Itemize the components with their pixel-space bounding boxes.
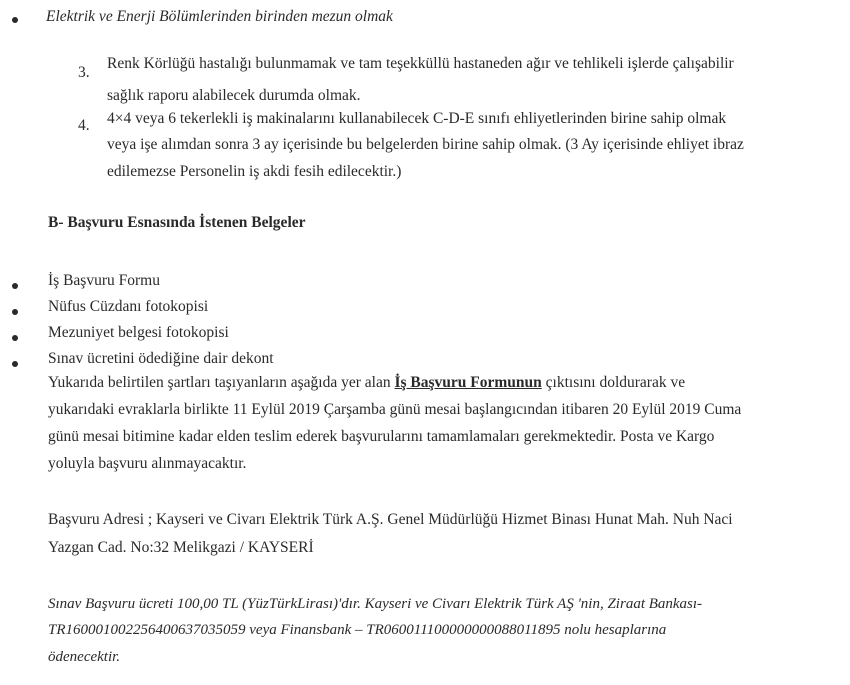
bullet-marker	[12, 309, 18, 315]
bullet-marker	[12, 361, 18, 367]
paragraph-line-1	[48, 374, 685, 392]
address-line-2: Yazgan Cad. No:32 Melikgazi / KAYSERİ	[48, 539, 314, 556]
fee-line-2: TR160001002256400637035059 veya Finansbank – TR060011100000000088011895 nolu hesaplarına	[48, 622, 667, 638]
address-line-1: Başvuru Adresi ; Kayseri ve Civarı Elektrik Türk A.Ş. Genel Müdürlüğü Hizmet Binası Hunat Mah. Nuh Naci	[48, 511, 733, 528]
bullet-marker	[12, 335, 18, 341]
requirement-3-line-1: Renk Körlüğü hastalığı bulunmamak ve tam teşekküllü hastaneden ağır ve tehlikeli işlerde çalışabilir	[107, 55, 734, 72]
list-number: 4.	[78, 117, 90, 134]
bullet-marker	[12, 283, 18, 289]
document-item: Sınav ücretini ödediğine dair dekont	[48, 350, 274, 367]
document-item: Mezuniyet belgesi fotokopisi	[48, 324, 229, 341]
list-number: 3.	[78, 64, 90, 81]
bullet-marker	[12, 17, 18, 23]
paragraph-text: çıktısını doldurarak ve	[541, 374, 686, 391]
section-heading: B- Başvuru Esnasında İstenen Belgeler	[48, 214, 306, 231]
requirement-3-line-2: sağlık raporu alabilecek durumda olmak.	[107, 87, 361, 104]
paragraph-line-2: yukarıdaki evraklarla birlikte 11 Eylül 2019 Çarşamba günü mesai başlangıcından itibaren 20 Eylül 2019 Cuma	[48, 401, 742, 418]
requirement-4-line-2: veya işe alımdan sonra 3 ay içerisinde bu belgelerden birine sahip olmak. (3 Ay içerisinde ehliyet ibraz	[107, 136, 744, 153]
fee-line-3: ödenecektir.	[48, 649, 121, 665]
requirement-4-line-1: 4×4 veya 6 tekerlekli iş makinalarını kullanabilecek C-D-E sınıfı ehliyetlerinden birine sahip olmak	[107, 110, 727, 127]
requirement-4-line-3: edilemezse Personelin iş akdi fesih edilecektir.)	[107, 163, 402, 180]
application-form-link[interactable]: İş Başvuru Formunun	[394, 374, 542, 391]
paragraph-line-3: günü mesai bitimine kadar elden teslim ederek başvurularını tamamlamaları gerekmektedir. Posta ve Kargo	[48, 428, 715, 445]
paragraph-text: Yukarıda belirtilen şartları taşıyanların aşağıda yer alan	[48, 374, 395, 391]
requirement-bullet-text: Elektrik ve Enerji Bölümlerinden birinden mezun olmak	[46, 8, 393, 25]
paragraph-line-4: yoluyla başvuru alınmayacaktır.	[48, 455, 247, 472]
fee-line-1: Sınav Başvuru ücreti 100,00 TL (YüzTürkLirası)'dır. Kayseri ve Civarı Elektrik Türk AŞ 'nin, Ziraat Bankası-	[48, 596, 703, 612]
document-item: İş Başvuru Formu	[48, 272, 160, 289]
document-item: Nüfus Cüzdanı fotokopisi	[48, 298, 209, 315]
